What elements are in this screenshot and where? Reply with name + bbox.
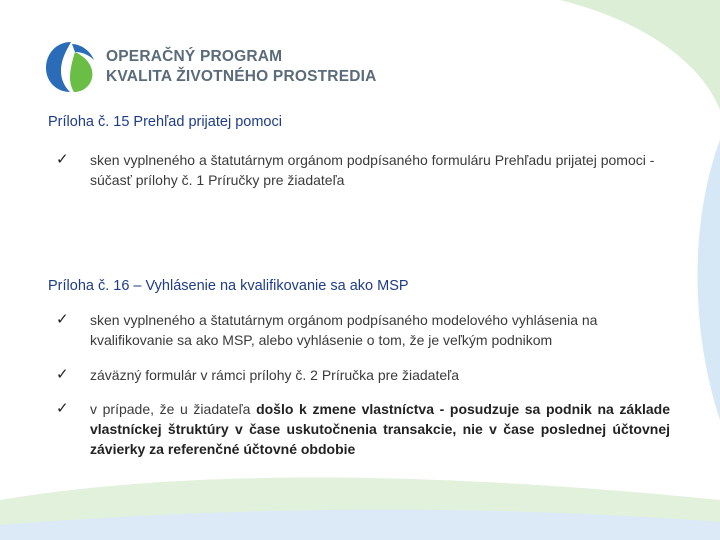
logo-text	[106, 47, 377, 87]
logo-line-2: KVALITA ŽIVOTNÉHO PROSTREDIA	[106, 68, 377, 85]
checkmark-icon: ✓	[56, 366, 69, 383]
section-heading-16: Príloha č. 16 – Vyhlásenie na kvalifikovanie sa ako MSP	[48, 278, 409, 294]
logo-line-1: OPERAČNÝ PROGRAM	[106, 48, 283, 65]
checkmark-icon: ✓	[56, 151, 69, 168]
blue-swoosh-right	[698, 140, 720, 420]
checkmark-icon: ✓	[56, 400, 69, 417]
list-item	[48, 399, 670, 459]
program-logo	[42, 38, 377, 96]
list-item-text	[90, 401, 670, 457]
list-item	[48, 310, 670, 350]
section-heading-15: Príloha č. 15 Prehľad prijatej pomoci	[48, 114, 282, 130]
section-16-list	[48, 310, 670, 459]
slide-content	[48, 112, 670, 459]
list-item-text: sken vyplneného a štatutárnym orgánom podpísaného formuláru Prehľadu prijatej pomoci - súčasť prílohy č. 1 Príručky pre žiadateľa	[90, 152, 655, 188]
list-item-text: záväzný formulár v rámci prílohy č. 2 Príručka pre žiadateľa	[90, 367, 459, 383]
list-item-text-regular: v prípade, že u žiadateľa	[90, 401, 257, 417]
checkmark-icon: ✓	[56, 311, 69, 328]
list-item	[48, 150, 670, 190]
leaf-drop-logo-icon	[42, 38, 100, 96]
section-15-list	[48, 150, 670, 190]
list-item-text-bold: došlo k zmene vlastníctva - posudzuje sa podnik na základe vlastníckej štruktúry v čase uskutočnenia transakcie, nie v čase poslednej účtovnej závierky za referenčné účtovné obdobie	[90, 401, 670, 457]
green-swoosh-top	[560, 0, 720, 110]
list-item	[48, 365, 670, 385]
list-item-text: sken vyplneného a štatutárnym orgánom podpísaného modelového vyhlásenia na kvalifikovanie sa ako MSP, alebo vyhlásenie o tom, že je veľkým podnikom	[90, 312, 598, 348]
